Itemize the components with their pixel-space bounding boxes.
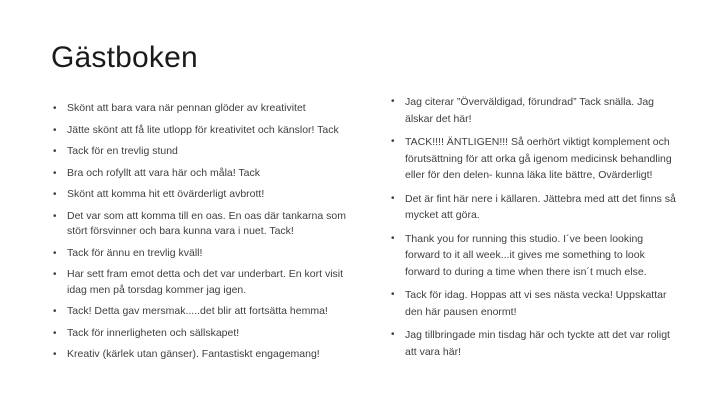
guestbook-entry: • Jag tillbringade min tisdag här och tyckte att det var roligt att vara här! [390, 327, 678, 360]
guestbook-entry: • Skönt att komma hit ett övärderligt avbrott! [52, 187, 348, 203]
guestbook-entry: • Tack! Detta gav mersmak.....det blir att fortsätta hemma! [52, 304, 348, 320]
guestbook-entry: • Tack för ännu en trevlig kväll! [52, 246, 348, 262]
guestbook-entry: • Tack för idag. Hoppas att vi ses nästa vecka! Uppskattar den här pausen enormt! [390, 287, 678, 320]
guestbook-entry: • Thank you for running this studio. I´ve been looking forward to it all week...it gives me something to look forward to during a time when there isn´t much else. [390, 231, 678, 281]
guestbook-bullet-list-left [52, 101, 348, 369]
guestbook-entry: • Jätte skönt att få lite utlopp för kreativitet och känslor! Tack [52, 123, 348, 139]
guestbook-entry: • Har sett fram emot detta och det var underbart. En kort visit idag men på torsdag kommer jag igen. [52, 267, 348, 298]
guestbook-entry: • Det är fint här nere i källaren. Jättebra med att det finns så mycket att göra. [390, 191, 678, 224]
guestbook-entry: • Tack för en trevlig stund [52, 144, 348, 160]
guestbook-entry: • Kreativ (kärlek utan gänser). Fantastiskt engagemang! [52, 347, 348, 363]
guestbook-entry: • Jag citerar ”Överväldigad, förundrad” Tack snälla. Jag älskar det här! [390, 94, 678, 127]
guestbook-entry: • Tack för innerligheten och sällskapet! [52, 326, 348, 342]
guestbook-entry: • Skönt att bara vara när pennan glöder av kreativitet [52, 101, 348, 117]
guestbook-entry: • Bra och rofyllt att vara här och måla! Tack [52, 166, 348, 182]
guestbook-entry: • TACK!!!! ÄNTLIGEN!!! Så oerhört viktigt komplement och förutsättning för att orka gå igenom medicinsk behandling eller för den delen- kunna läka lite bättre, Ovärderligt! [390, 134, 678, 184]
slide-title: Gästboken [51, 41, 198, 74]
guestbook-entry: • Det var som att komma till en oas. En oas där tankarna som stört försvinner och bara kunna vara i nuet. Tack! [52, 209, 348, 240]
guestbook-bullet-list-right [390, 94, 678, 367]
